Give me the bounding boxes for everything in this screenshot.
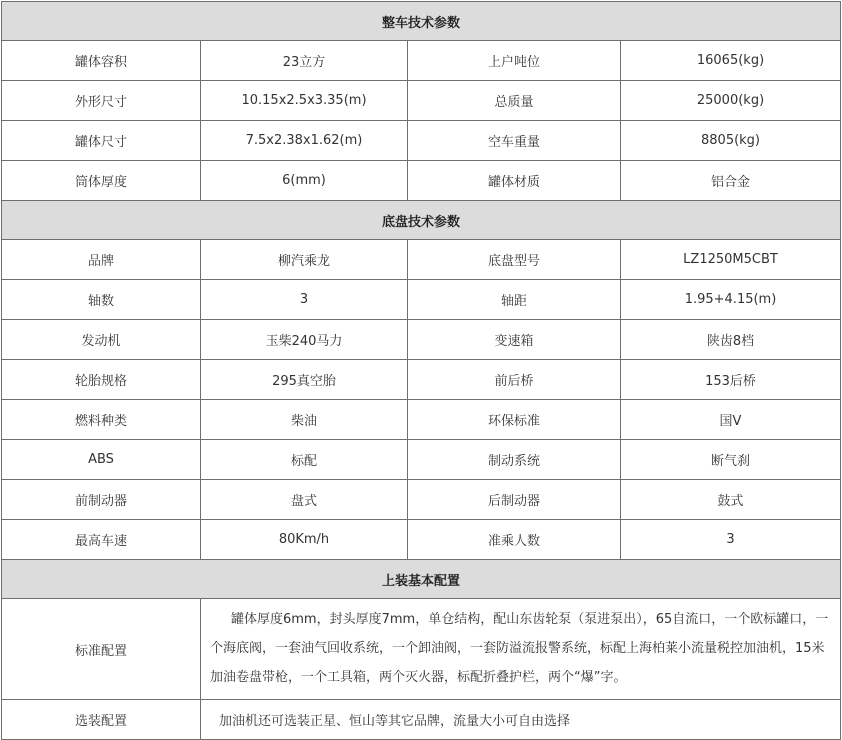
- optional-config-text: 加油机还可选装正星、恒山等其它品牌，流量大小可自由选择: [201, 700, 841, 740]
- param-value: 玉柴240马力: [201, 320, 408, 360]
- param-value: 10.15x2.5x3.35(m): [201, 81, 408, 121]
- table-row: [2, 81, 841, 121]
- param-label: 环保标准: [408, 400, 621, 440]
- param-value: 陕齿8档: [621, 320, 841, 360]
- param-value: 16065(kg): [621, 41, 841, 81]
- param-label: 轴距: [408, 280, 621, 320]
- table-row: [2, 161, 841, 201]
- standard-config-label: 标准配置: [2, 599, 201, 700]
- param-value: 25000(kg): [621, 81, 841, 121]
- table-row: [2, 480, 841, 520]
- table-row: [2, 360, 841, 400]
- spec-table: [1, 1, 841, 740]
- param-value: 标配: [201, 440, 408, 480]
- optional-config-label: 选装配置: [2, 700, 201, 740]
- param-label: 上户吨位: [408, 41, 621, 81]
- standard-config-description: 罐体厚度6mm，封头厚度7mm，单仓结构，配山东齿轮泵（泵进泵出），65自流口，一个欧标罐口，一个海底阀，一套油气回收系统，一个卸油阀，一套防溢流报警系统，标配上海柏莱小流量税控加油机，15米加油卷盘带枪，一个工具箱，两个灭火器，标配折叠护栏，两个“爆”字。: [210, 612, 829, 685]
- param-value: 3: [201, 280, 408, 320]
- param-label: 总质量: [408, 81, 621, 121]
- param-label: 空车重量: [408, 121, 621, 161]
- section-header-row: [2, 560, 841, 599]
- param-label: 罐体容积: [2, 41, 201, 81]
- param-value: 7.5x2.38x1.62(m): [201, 121, 408, 161]
- table-row: [2, 599, 841, 700]
- param-label: 后制动器: [408, 480, 621, 520]
- param-value: 国V: [621, 400, 841, 440]
- param-label: 准乘人数: [408, 520, 621, 560]
- param-value: 柳汽乘龙: [201, 240, 408, 280]
- param-value: 80Km/h: [201, 520, 408, 560]
- section-title-vehicle: 整车技术参数: [2, 2, 841, 41]
- table-row: [2, 41, 841, 81]
- param-value: 柴油: [201, 400, 408, 440]
- section-title-chassis: 底盘技术参数: [2, 201, 841, 240]
- param-value: 鼓式: [621, 480, 841, 520]
- table-row: [2, 440, 841, 480]
- param-value: 295真空胎: [201, 360, 408, 400]
- param-label: 外形尺寸: [2, 81, 201, 121]
- param-label: 罐体尺寸: [2, 121, 201, 161]
- table-row: [2, 320, 841, 360]
- table-row: [2, 240, 841, 280]
- table-row: [2, 280, 841, 320]
- param-label: 变速箱: [408, 320, 621, 360]
- section-header-row: [2, 201, 841, 240]
- param-label: 前制动器: [2, 480, 201, 520]
- param-value: 23立方: [201, 41, 408, 81]
- section-title-upper: 上装基本配置: [2, 560, 841, 599]
- param-value: 盘式: [201, 480, 408, 520]
- table-row: [2, 121, 841, 161]
- table-row: [2, 520, 841, 560]
- param-value: 铝合金: [621, 161, 841, 201]
- param-label: ABS: [2, 440, 201, 480]
- param-value: 断气刹: [621, 440, 841, 480]
- table-row: [2, 400, 841, 440]
- param-value: 153后桥: [621, 360, 841, 400]
- param-label: 底盘型号: [408, 240, 621, 280]
- param-label: 前后桥: [408, 360, 621, 400]
- param-label: 燃料种类: [2, 400, 201, 440]
- param-value: 6(mm): [201, 161, 408, 201]
- param-label: 品牌: [2, 240, 201, 280]
- param-label: 制动系统: [408, 440, 621, 480]
- param-value: 8805(kg): [621, 121, 841, 161]
- param-label: 发动机: [2, 320, 201, 360]
- param-label: 轴数: [2, 280, 201, 320]
- param-value: LZ1250M5CBT: [621, 240, 841, 280]
- param-label: 罐体材质: [408, 161, 621, 201]
- section-header-row: [2, 2, 841, 41]
- table-row: [2, 700, 841, 740]
- param-value: 1.95+4.15(m): [621, 280, 841, 320]
- param-label: 轮胎规格: [2, 360, 201, 400]
- param-label: 最高车速: [2, 520, 201, 560]
- param-label: 筒体厚度: [2, 161, 201, 201]
- standard-config-text: [201, 599, 841, 700]
- param-value: 3: [621, 520, 841, 560]
